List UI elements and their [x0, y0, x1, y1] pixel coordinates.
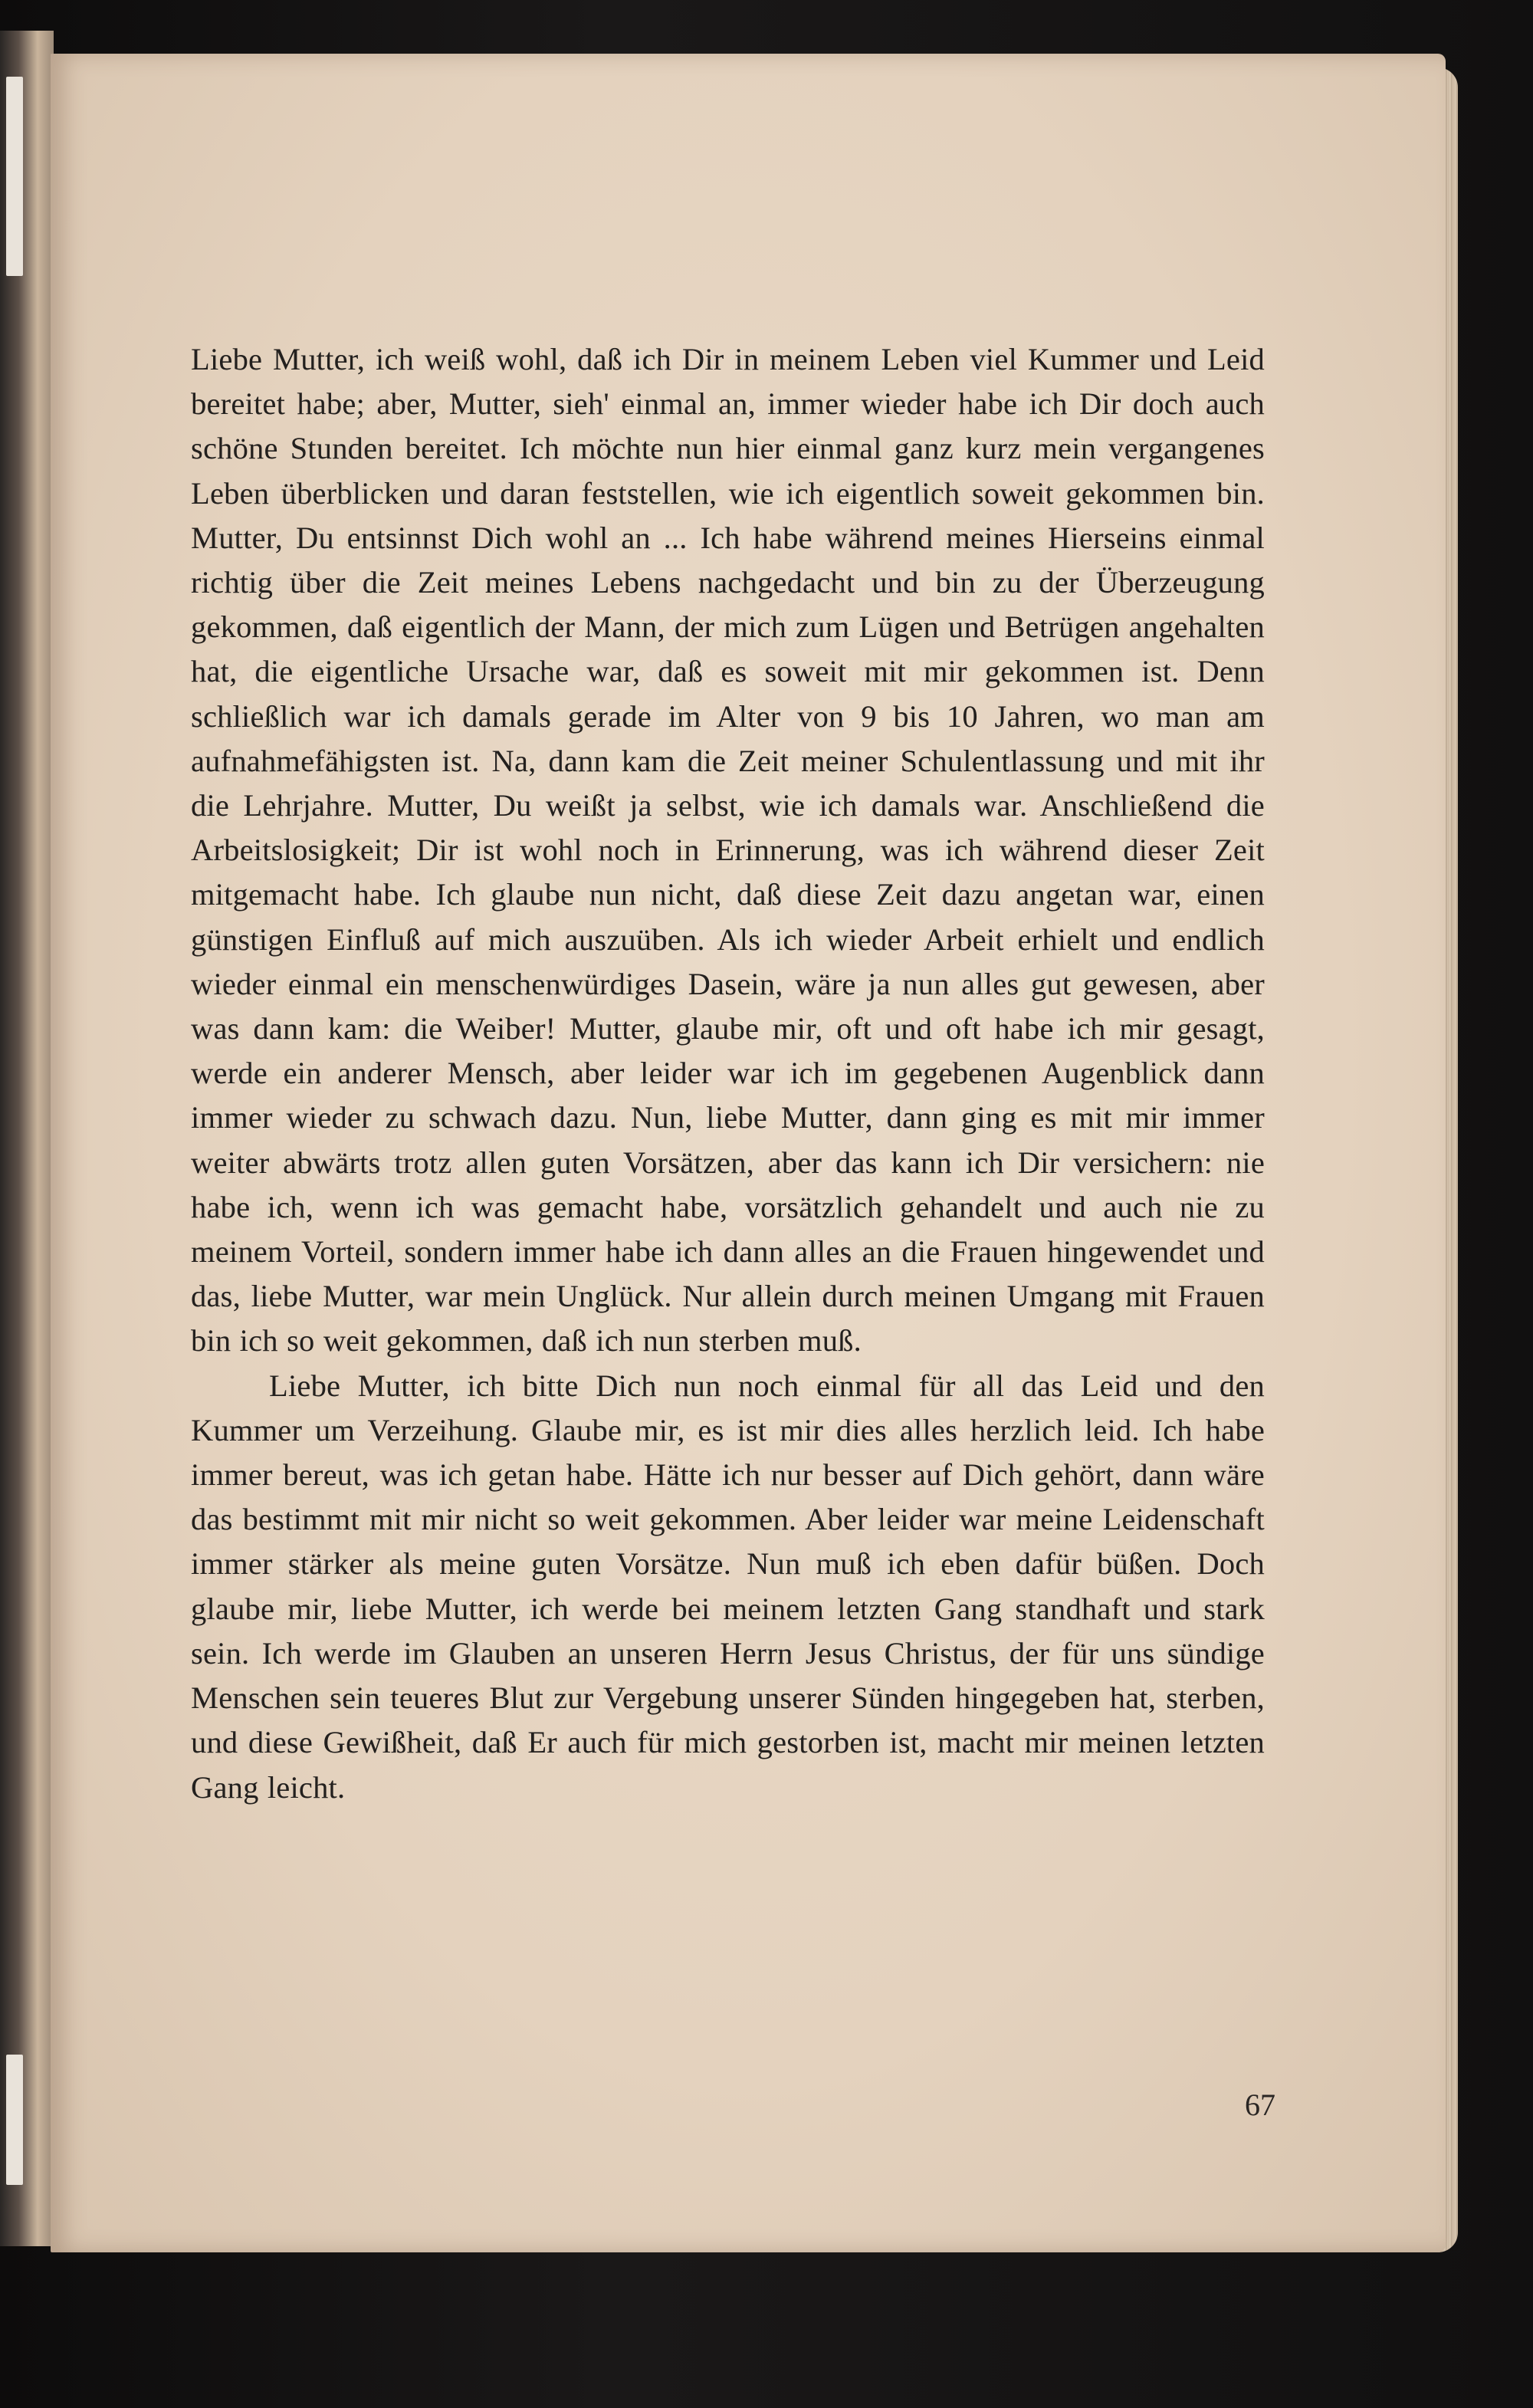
page-number: 67 — [1245, 2088, 1275, 2122]
book-binding — [0, 31, 54, 2246]
binding-edge-bottom — [6, 2055, 23, 2185]
body-text — [191, 337, 1265, 1810]
book-page — [51, 54, 1446, 2252]
paragraph-1: Liebe Mutter, ich weiß wohl, daß ich Dir in meinem Leben viel Kummer und Leid bereitet habe; aber, Mutter, sieh' einmal an, immer wieder habe ich Dir doch auch schöne Stunden bereitet. Ich möchte nun hier einmal ganz kurz mein vergangenes Leben überblicken und daran feststellen, wie ich eigentlich soweit gekommen bin. Mutter, Du entsinnst Dich wohl an ... Ich habe während meines Hierseins einmal richtig über die Zeit meines Lebens nachgedacht und bin zu der Überzeugung gekommen, daß eigentlich der Mann, der mich zum Lügen und Betrügen angehalten hat, die eigentliche Ursache war, daß es soweit mit mir gekommen ist. Denn schließlich war ich damals gerade im Alter von 9 bis 10 Jahren, wo man am aufnahmefähigsten ist. Na, dann kam die Zeit meiner Schulentlassung und mit ihr die Lehrjahre. Mutter, Du weißt ja selbst, wie ich damals war. Anschließend die Arbeitslosigkeit; Dir ist wohl noch in Erinnerung, was ich während dieser Zeit mitgemacht habe. Ich glaube nun nicht, daß diese Zeit dazu angetan war, einen günstigen Einfluß auf mich auszuüben. Als ich wieder Arbeit erhielt und endlich wieder einmal ein menschenwürdiges Dasein, wäre ja nun alles gut gewesen, aber was dann kam: die Weiber! Mutter, glaube mir, oft und oft habe ich mir gesagt, werde ein anderer Mensch, aber leider war ich im gegebenen Augenblick dann immer wieder zu schwach dazu. Nun, liebe Mutter, dann ging es mit mir immer weiter abwärts trotz allen guten Vorsätzen, aber das kann ich Dir versichern: nie habe ich, wenn ich was gemacht habe, vorsätzlich gehandelt und auch nie zu meinem Vorteil, sondern immer habe ich dann alles an die Frauen hingewendet und das, liebe Mutter, war mein Unglück. Nur allein durch meinen Umgang mit Frauen bin ich so weit gekommen, daß ich nun sterben muß. — [191, 342, 1265, 1358]
binding-edge-top — [6, 77, 23, 276]
paragraph-2: Liebe Mutter, ich bitte Dich nun noch einmal für all das Leid und den Kummer um Verzeihung. Glaube mir, es ist mir dies alles herzlich leid. Ich habe immer bereut, was ich getan habe. Hätte ich nur besser auf Dich gehört, dann wäre das bestimmt mit mir nicht so weit gekommen. Aber leider war meine Leidenschaft immer stärker als meine guten Vorsätze. Nun muß ich eben dafür büßen. Doch glaube mir, liebe Mutter, ich werde bei meinem letzten Gang standhaft und stark sein. Ich werde im Glauben an unseren Herrn Jesus Christus, der für uns sündige Menschen sein teueres Blut zur Vergebung unserer Sünden hingegeben hat, sterben, und diese Gewißheit, daß Er auch für mich gestorben ist, macht mir meinen letzten Gang leicht. — [191, 1368, 1265, 1805]
